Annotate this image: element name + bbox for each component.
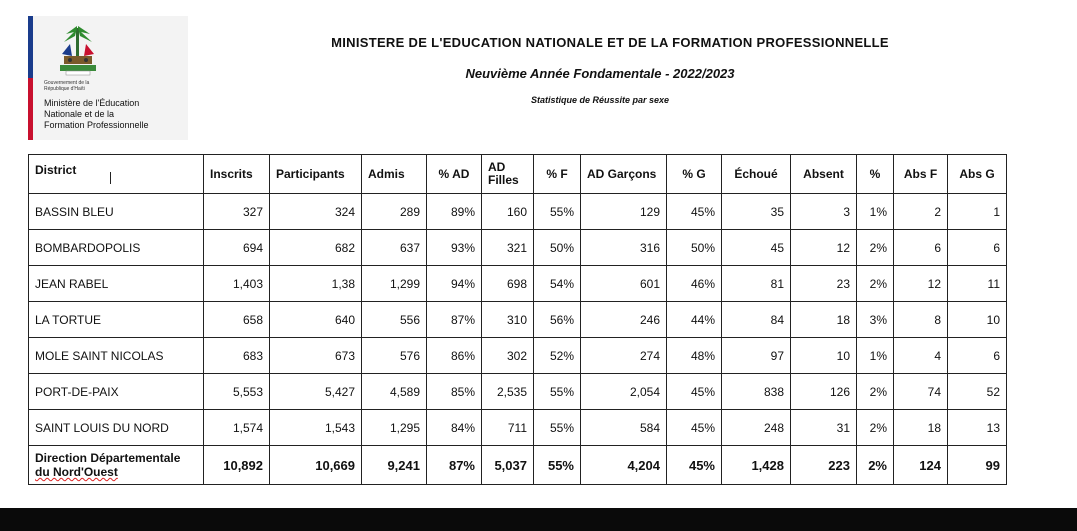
table-cell: 6 <box>894 230 948 266</box>
district-cell: BOMBARDOPOLIS <box>29 230 204 266</box>
table-cell: 2% <box>857 410 894 446</box>
table-row <box>29 230 1007 266</box>
table-cell: 698 <box>482 266 534 302</box>
total-cell: 10,669 <box>270 446 362 485</box>
table-cell: 54% <box>534 266 581 302</box>
col-header: Admis <box>362 155 427 194</box>
col-header: % <box>857 155 894 194</box>
table-cell: 1,299 <box>362 266 427 302</box>
col-header: AD Filles <box>482 155 534 194</box>
table-cell: 55% <box>534 374 581 410</box>
ministry-logo <box>28 16 188 140</box>
table-cell: 637 <box>362 230 427 266</box>
total-cell: 124 <box>894 446 948 485</box>
col-header: % AD <box>427 155 482 194</box>
gov-line-2: République d'Haïti <box>44 86 85 92</box>
gov-line-1: Gouvernement de la <box>44 80 90 86</box>
table-cell: 93% <box>427 230 482 266</box>
table-cell: 46% <box>667 266 722 302</box>
col-header: Participants <box>270 155 362 194</box>
table-cell: 45% <box>667 410 722 446</box>
table-cell: 87% <box>427 302 482 338</box>
table-cell: 683 <box>204 338 270 374</box>
table-row <box>29 302 1007 338</box>
table-row <box>29 338 1007 374</box>
table-cell: 89% <box>427 194 482 230</box>
table-cell: 50% <box>667 230 722 266</box>
table-cell: 640 <box>270 302 362 338</box>
district-cell: BASSIN BLEU <box>29 194 204 230</box>
table-cell: 56% <box>534 302 581 338</box>
ministry-line-1: Ministère de l'Éducation <box>44 98 140 108</box>
table-cell: 576 <box>362 338 427 374</box>
table-cell: 289 <box>362 194 427 230</box>
total-cell: 1,428 <box>722 446 791 485</box>
table-cell: 3 <box>791 194 857 230</box>
table-cell: 838 <box>722 374 791 410</box>
bottom-bar <box>0 508 1077 531</box>
total-cell: 87% <box>427 446 482 485</box>
table-cell: 5,553 <box>204 374 270 410</box>
table-cell: 52 <box>948 374 1007 410</box>
haiti-coat-of-arms-icon <box>48 20 108 86</box>
table-cell: 50% <box>534 230 581 266</box>
table-cell: 2 <box>894 194 948 230</box>
col-header: AD Garçons <box>581 155 667 194</box>
table-cell: 5,427 <box>270 374 362 410</box>
table-row <box>29 194 1007 230</box>
table-cell: 44% <box>667 302 722 338</box>
table-cell: 302 <box>482 338 534 374</box>
table-cell: 84% <box>427 410 482 446</box>
table-cell: 1,403 <box>204 266 270 302</box>
total-cell: 4,204 <box>581 446 667 485</box>
col-header: % F <box>534 155 581 194</box>
table-cell: 1,543 <box>270 410 362 446</box>
table-cell: 316 <box>581 230 667 266</box>
ministry-line-2: Nationale et de la <box>44 109 115 119</box>
table-cell: 55% <box>534 194 581 230</box>
table-cell: 126 <box>791 374 857 410</box>
table-cell: 673 <box>270 338 362 374</box>
total-cell: 5,037 <box>482 446 534 485</box>
table-cell: 10 <box>791 338 857 374</box>
col-header: Inscrits <box>204 155 270 194</box>
col-header: % G <box>667 155 722 194</box>
total-cell: 223 <box>791 446 857 485</box>
page-subtitle: Neuvième Année Fondamentale - 2022/2023 <box>465 66 735 81</box>
results-table <box>28 154 1007 485</box>
col-header: District <box>29 155 204 194</box>
district-cell: LA TORTUE <box>29 302 204 338</box>
col-header: Abs G <box>948 155 1007 194</box>
table-cell: 45% <box>667 374 722 410</box>
table-header-row <box>29 155 1007 194</box>
table-cell: 6 <box>948 230 1007 266</box>
table-cell: 12 <box>894 266 948 302</box>
table-cell: 601 <box>581 266 667 302</box>
table-cell: 711 <box>482 410 534 446</box>
table-cell: 97 <box>722 338 791 374</box>
table-cell: 321 <box>482 230 534 266</box>
table-cell: 13 <box>948 410 1007 446</box>
table-cell: 94% <box>427 266 482 302</box>
district-cell: MOLE SAINT NICOLAS <box>29 338 204 374</box>
table-cell: 556 <box>362 302 427 338</box>
table-cell: 1,574 <box>204 410 270 446</box>
table-cell: 1% <box>857 338 894 374</box>
table-cell: 12 <box>791 230 857 266</box>
total-label-line-2: du Nord'Ouest <box>35 465 118 479</box>
col-header: Abs F <box>894 155 948 194</box>
total-cell: 55% <box>534 446 581 485</box>
table-cell: 310 <box>482 302 534 338</box>
total-cell: 9,241 <box>362 446 427 485</box>
government-text <box>44 80 124 92</box>
total-cell: 10,892 <box>204 446 270 485</box>
table-cell: 11 <box>948 266 1007 302</box>
table-cell: 55% <box>534 410 581 446</box>
table-cell: 1,38 <box>270 266 362 302</box>
table-cell: 2% <box>857 266 894 302</box>
table-cell: 23 <box>791 266 857 302</box>
table-cell: 86% <box>427 338 482 374</box>
table-cell: 129 <box>581 194 667 230</box>
table-cell: 327 <box>204 194 270 230</box>
total-cell: 45% <box>667 446 722 485</box>
table-cell: 658 <box>204 302 270 338</box>
table-cell: 584 <box>581 410 667 446</box>
table-cell: 4 <box>894 338 948 374</box>
table-cell: 2,054 <box>581 374 667 410</box>
district-cell: PORT-DE-PAIX <box>29 374 204 410</box>
table-cell: 45% <box>667 194 722 230</box>
table-cell: 85% <box>427 374 482 410</box>
page-title: MINISTERE DE L'EDUCATION NATIONALE ET DE LA FORMATION PROFESSIONNELLE <box>331 35 889 50</box>
total-cell: 99 <box>948 446 1007 485</box>
text-cursor-icon <box>110 172 111 184</box>
table-cell: 694 <box>204 230 270 266</box>
total-label-line-1: Direction Départementale <box>35 451 181 465</box>
district-cell: JEAN RABEL <box>29 266 204 302</box>
flag-blue-stripe <box>28 16 33 78</box>
table-cell: 45 <box>722 230 791 266</box>
table-cell: 248 <box>722 410 791 446</box>
table-cell: 274 <box>581 338 667 374</box>
table-cell: 48% <box>667 338 722 374</box>
flag-red-stripe <box>28 78 33 140</box>
table-row <box>29 266 1007 302</box>
table-cell: 74 <box>894 374 948 410</box>
table-cell: 81 <box>722 266 791 302</box>
ministry-text <box>44 98 184 131</box>
table-cell: 160 <box>482 194 534 230</box>
table-cell: 2,535 <box>482 374 534 410</box>
table-cell: 246 <box>581 302 667 338</box>
table-cell: 2% <box>857 374 894 410</box>
table-cell: 3% <box>857 302 894 338</box>
table-row <box>29 410 1007 446</box>
table-cell: 1 <box>948 194 1007 230</box>
table-row <box>29 374 1007 410</box>
table-cell: 18 <box>791 302 857 338</box>
table-cell: 4,589 <box>362 374 427 410</box>
ministry-line-3: Formation Professionnelle <box>44 120 149 130</box>
table-cell: 6 <box>948 338 1007 374</box>
table-cell: 10 <box>948 302 1007 338</box>
page-subsubtitle: Statistique de Réussite par sexe <box>530 95 670 105</box>
total-row <box>29 446 1007 485</box>
table-cell: 2% <box>857 230 894 266</box>
table-cell: 682 <box>270 230 362 266</box>
total-label-cell <box>29 446 204 485</box>
table-cell: 1% <box>857 194 894 230</box>
table-cell: 84 <box>722 302 791 338</box>
table-cell: 8 <box>894 302 948 338</box>
total-cell: 2% <box>857 446 894 485</box>
table-cell: 324 <box>270 194 362 230</box>
table-cell: 31 <box>791 410 857 446</box>
col-header: Échoué <box>722 155 791 194</box>
col-header: Absent <box>791 155 857 194</box>
table-cell: 1,295 <box>362 410 427 446</box>
table-cell: 18 <box>894 410 948 446</box>
table-cell: 35 <box>722 194 791 230</box>
district-cell: SAINT LOUIS DU NORD <box>29 410 204 446</box>
table-cell: 52% <box>534 338 581 374</box>
